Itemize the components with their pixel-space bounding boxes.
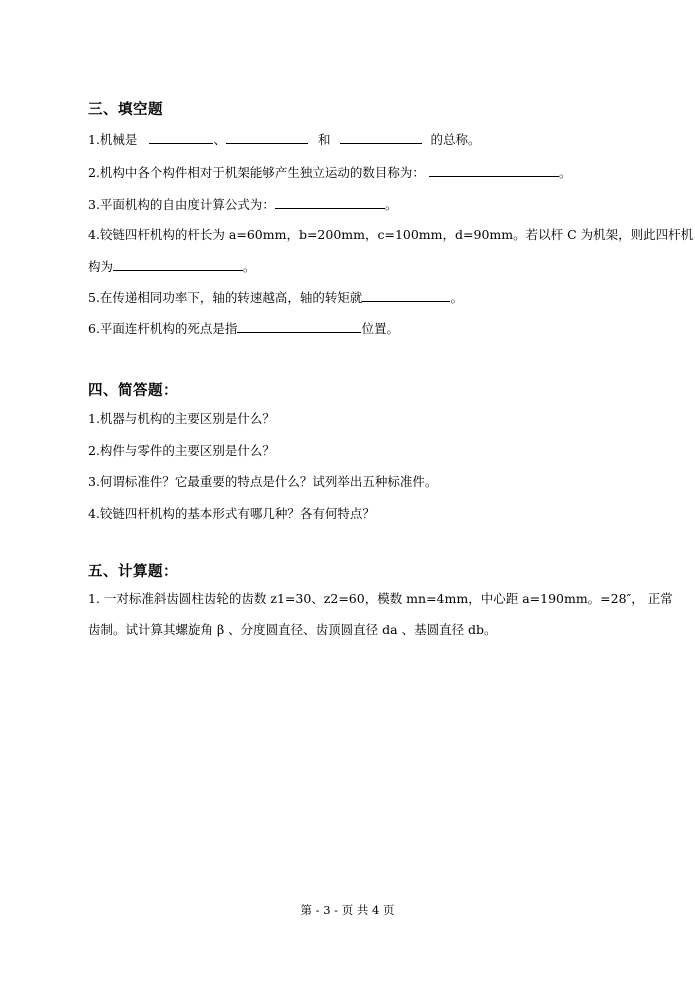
question-3-4-line1: 4.铰链四杆机构的杆长为 a=60mm，b=200mm，c=100mm，d=90mm。若以杆 C 为机架，则此四杆机	[88, 227, 694, 242]
q1-text-a: 1.机械是	[88, 132, 138, 147]
q6-text-b: 位置。	[361, 321, 399, 336]
question-4-1: 1.机器与机构的主要区别是什么？	[88, 411, 275, 426]
question-5-1-line2: 齿制。试计算其螺旋角 β 、分度圆直径、齿顶圆直径 da 、基圆直径 db。	[88, 622, 497, 637]
q1-text-b: 、	[213, 132, 226, 147]
answer-blank-1a[interactable]	[149, 129, 213, 144]
page-footer: 第 - 3 - 页 共 4 页	[300, 903, 395, 917]
answer-blank-2[interactable]	[429, 162, 559, 177]
question-4-4: 4.铰链四杆机构的基本形式有哪几种？各有何特点？	[88, 506, 375, 521]
question-3-6	[88, 318, 399, 338]
q5-text-a: 5.在传递相同功率下，轴的转速越高，轴的转矩就	[88, 290, 363, 305]
answer-blank-1b[interactable]	[226, 129, 308, 144]
answer-blank-1c[interactable]	[340, 129, 422, 144]
question-3-2	[88, 162, 571, 182]
q5-text-b: 。	[450, 290, 463, 305]
question-5-1-line1: 1. 一对标准斜齿圆柱齿轮的齿数 z1=30、z2=60，模数 mn=4mm，中心距 a=190mm。=28″， 正常	[88, 591, 673, 606]
section-title-calculation: 五、计算题：	[88, 564, 178, 580]
q2-text-b: 。	[558, 165, 572, 180]
q1-text-c: 和	[317, 132, 331, 147]
q6-text-a: 6.平面连杆机构的死点是指	[88, 321, 238, 336]
q1-text-d: 的总称。	[430, 132, 481, 147]
q3-text-a: 3.平面机构的自由度计算公式为：	[88, 197, 275, 212]
question-3-1	[88, 129, 480, 149]
answer-blank-5[interactable]	[362, 287, 450, 302]
question-4-2: 2.构件与零件的主要区别是什么？	[88, 443, 275, 458]
question-4-3: 3.何谓标准件？它最重要的特点是什么？试列举出五种标准件。	[88, 474, 438, 489]
q3-text-b: 。	[384, 197, 398, 212]
question-3-3	[88, 194, 397, 214]
q4-text-a: 构为	[88, 259, 114, 274]
q4-text-b: 。	[243, 259, 256, 274]
question-3-5	[88, 287, 463, 307]
question-3-4-line2	[88, 256, 256, 276]
answer-blank-3[interactable]	[275, 194, 385, 209]
q2-text-a: 2.机构中各个构件相对于机架能够产生独立运动的数目称为：	[88, 165, 425, 180]
answer-blank-6[interactable]	[237, 318, 361, 333]
section-title-short-answer: 四、简答题：	[88, 383, 178, 399]
section-title-fill-in: 三、填空题	[88, 102, 163, 118]
answer-blank-4[interactable]	[113, 256, 243, 271]
